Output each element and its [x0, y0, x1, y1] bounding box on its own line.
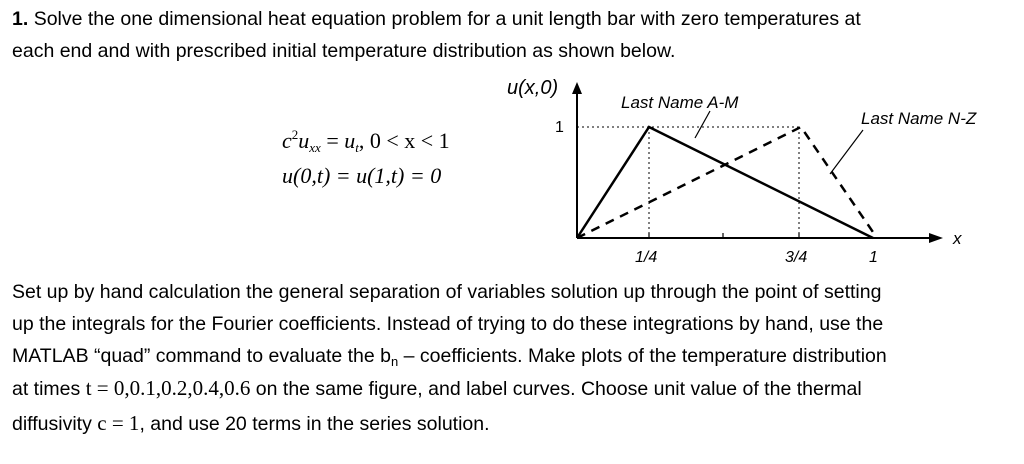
- instructions-line-3-a: MATLAB “quad” command to evaluate the b: [12, 345, 392, 367]
- problem-line-2: each end and with prescribed initial temperature distribution as shown below.: [12, 40, 676, 62]
- instructions-line-5-a: diffusivity: [12, 413, 98, 435]
- coefficient-subscript: n: [391, 354, 399, 369]
- boundary-conditions: u(0,t) = u(1,t) = 0: [282, 163, 442, 188]
- pde-c-exponent: 2: [291, 127, 299, 142]
- x-tick-label-three-quarter: 3/4: [785, 249, 808, 266]
- leader-a-m: [695, 111, 710, 138]
- x-axis-label: x: [953, 229, 962, 248]
- problem-line-1: [12, 6, 861, 32]
- x-tick-label-one: 1: [869, 249, 878, 266]
- pde-equals: =: [320, 128, 345, 153]
- y-tick-one: 1: [555, 119, 564, 136]
- x-axis-arrow: [929, 233, 943, 243]
- instructions-line-5-b: , and use 20 terms in the series solution.: [139, 413, 490, 435]
- instructions-line-4-b: on the same figure, and label curves. Choose unit value of the thermal: [250, 378, 862, 400]
- initial-temperature-figure: [507, 77, 1015, 268]
- y-axis-arrow: [572, 82, 582, 94]
- times-list-value: t = 0,0.1,0.2,0.4,0.6: [85, 376, 251, 400]
- pde-u-subscript: xx: [309, 140, 321, 155]
- y-axis-label: u(x,0): [507, 77, 559, 99]
- instructions-line-3: [12, 343, 887, 369]
- instructions-line-2: up the integrals for the Fourier coefficients. Instead of trying to do these integrations by hand, use the: [12, 313, 884, 335]
- diffusivity-value: c = 1: [97, 411, 140, 435]
- pde-c: c: [282, 128, 292, 153]
- instructions-line-3-b: – coefficients. Make plots of the temperature distribution: [398, 345, 887, 367]
- profile-n-z: [577, 127, 875, 238]
- instructions-line-5: [12, 410, 490, 437]
- leader-n-z: [830, 130, 863, 174]
- instructions-line-4-a: at times: [12, 378, 86, 400]
- pde-rhs-subscript: t: [355, 140, 359, 155]
- instructions-line-1: Set up by hand calculation the general separation of variables solution up through the point of setting: [12, 281, 882, 303]
- annotation-a-m: Last Name A-M: [621, 93, 739, 112]
- times-list: [86, 376, 251, 400]
- pde-equation: [282, 128, 450, 154]
- instructions-line-4: [12, 375, 862, 402]
- pde-range: , 0 < x < 1: [358, 128, 450, 153]
- annotation-n-z: Last Name N-Z: [861, 109, 977, 128]
- pde-rhs: u: [344, 128, 356, 153]
- problem-number: 1.: [12, 8, 29, 30]
- problem-text-1: Solve the one dimensional heat equation problem for a unit length bar with zero temperatures at: [33, 8, 861, 30]
- profile-a-m: [577, 127, 873, 238]
- x-tick-label-quarter: 1/4: [635, 249, 658, 266]
- pde-u: u: [298, 128, 310, 153]
